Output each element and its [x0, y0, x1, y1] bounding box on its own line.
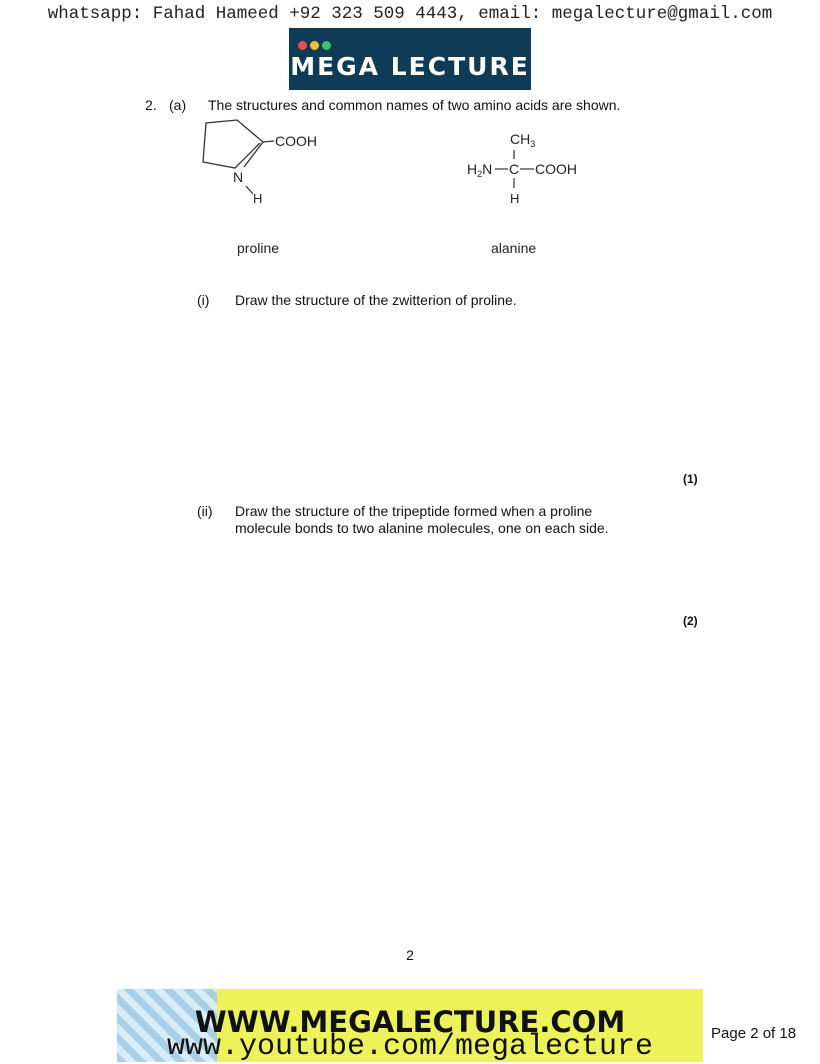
- alanine-h2n-n: N: [482, 161, 493, 177]
- subpart-ii-number: (ii): [197, 503, 213, 519]
- alanine-ch3-sub: 3: [530, 139, 536, 149]
- proline-ring: [203, 120, 263, 168]
- subpart-i-number: (i): [197, 292, 210, 308]
- proline-ring-closure: [244, 142, 263, 167]
- page-number: 2: [406, 947, 414, 963]
- proline-structure: [203, 120, 317, 206]
- amino-acid-structures: [180, 110, 620, 270]
- logo-text: MEGA LECTURE: [290, 52, 530, 81]
- alanine-ch3-label: [510, 131, 535, 149]
- proline-name: proline: [237, 240, 280, 256]
- subpart-i-marks: (1): [683, 472, 698, 486]
- subpart-ii-text-line1: Draw the structure of the tripeptide formed when a proline: [235, 503, 593, 519]
- alanine-structure: [467, 131, 577, 206]
- alanine-h-label: H: [510, 191, 520, 206]
- page-of-count: Page 2 of 18: [711, 1025, 797, 1042]
- mega-lecture-logo: [289, 28, 531, 90]
- subpart-i-text: Draw the structure of the zwitterion of proline.: [235, 292, 517, 308]
- alanine-h2n-sub: 2: [477, 169, 483, 179]
- alanine-h2n-label: [467, 161, 492, 179]
- alanine-cooh-label: COOH: [535, 161, 577, 177]
- proline-h-label: H: [253, 191, 263, 206]
- alanine-name: alanine: [491, 240, 537, 256]
- proline-n-label: N: [233, 169, 244, 185]
- alanine-c-label: C: [509, 161, 520, 177]
- subpart-ii-text-line2: molecule bonds to two alanine molecules, one on each side.: [235, 520, 609, 536]
- proline-cooh-bond: [263, 141, 274, 142]
- header-contact: whatsapp: Fahad Hameed +92 323 509 4443, email: megalecture@gmail.com: [47, 4, 773, 24]
- question-number: 2.: [145, 97, 157, 113]
- footer-website-link[interactable]: WWW.MEGALECTURE.COM: [194, 1005, 626, 1039]
- question-part: (a): [169, 97, 187, 113]
- logo-dot-yellow: [310, 41, 319, 50]
- alanine-ch3-main: CH: [510, 131, 531, 147]
- proline-nh-bond: [246, 186, 253, 194]
- question-intro: The structures and common names of two amino acids are shown.: [208, 97, 621, 113]
- proline-cooh-label: COOH: [275, 133, 317, 149]
- subpart-ii-marks: (2): [683, 614, 698, 628]
- alanine-h2n-h: H: [467, 161, 478, 177]
- logo-dot-red: [298, 41, 307, 50]
- footer-youtube-link[interactable]: www.youtube.com/megalecture: [166, 1030, 654, 1064]
- logo-dot-green: [322, 41, 331, 50]
